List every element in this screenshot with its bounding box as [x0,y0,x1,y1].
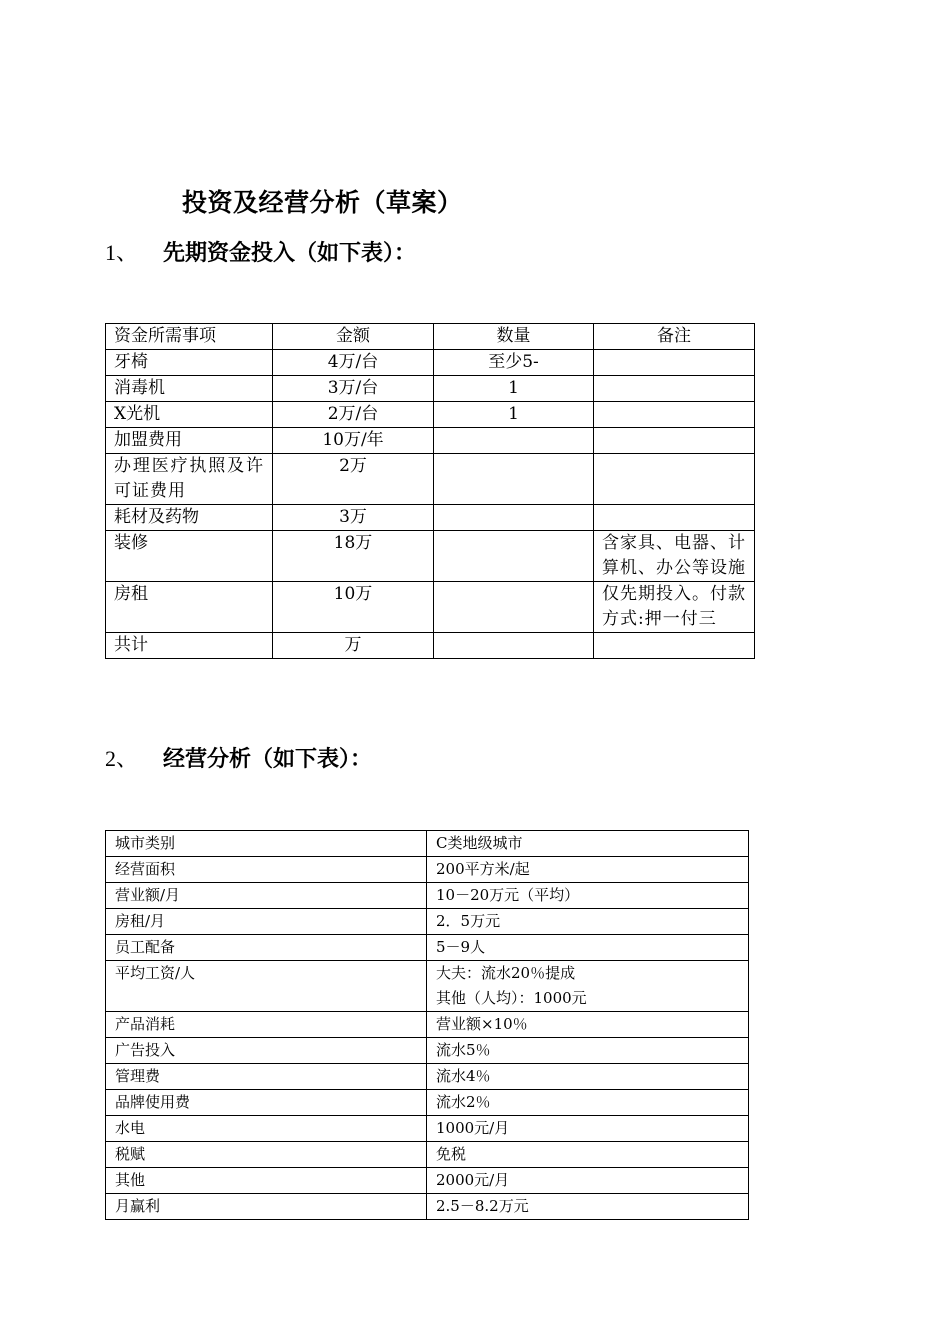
header-qty: 数量 [434,324,594,350]
table-row [106,350,755,376]
table-row [106,935,749,961]
section-1-text: 先期资金投入（如下表）： [163,241,417,266]
table-row [106,1012,749,1038]
cell-value: 流水4％ [427,1064,749,1090]
cell-note [594,505,755,531]
cell-label: 管理费 [106,1064,427,1090]
investment-table [105,323,755,659]
cell-label: 经营面积 [106,857,427,883]
cell-note [594,428,755,454]
cell-amount: 万 [273,633,434,659]
table-row [106,1116,749,1142]
cell-note [594,402,755,428]
cell-note [594,350,755,376]
header-note: 备注 [594,324,755,350]
cell-label: 其他 [106,1168,427,1194]
cell-amount: 4万/台 [273,350,434,376]
cell-label: 品牌使用费 [106,1090,427,1116]
cell-value: 5－9人 [427,935,749,961]
cell-amount: 2万/台 [273,402,434,428]
cell-item: 消毒机 [106,376,273,402]
cell-value: 1000元/月 [427,1116,749,1142]
cell-value: 流水2％ [427,1090,749,1116]
table-row [106,428,755,454]
table-row [106,1194,749,1220]
section-2-heading [105,742,372,773]
cell-value-line-1: 大夫：流水20％提成 [436,964,576,982]
cell-note [594,454,755,505]
table-row [106,1142,749,1168]
cell-note: 含家具、电器、计算机、办公等设施 [594,531,755,582]
section-1-number: 1、 [105,240,139,265]
cell-qty [434,428,594,454]
table-row [106,831,749,857]
cell-value: 流水5％ [427,1038,749,1064]
table-row [106,1168,749,1194]
table-row [106,961,749,1012]
cell-value: 2.5－8.2万元 [427,1194,749,1220]
cell-note [594,376,755,402]
cell-note: 仅先期投入。付款方式:押一付三 [594,582,755,633]
cell-value [427,961,749,1012]
cell-item: X光机 [106,402,273,428]
header-item: 资金所需事项 [106,324,273,350]
cell-amount: 18万 [273,531,434,582]
cell-item: 房租 [106,582,273,633]
operation-table [105,830,749,1220]
cell-value: 10－20万元（平均） [427,883,749,909]
cell-item: 加盟费用 [106,428,273,454]
table-row [106,633,755,659]
cell-label: 平均工资/人 [106,961,427,1012]
cell-item: 耗材及药物 [106,505,273,531]
cell-item: 办理医疗执照及许可证费用 [106,454,273,505]
cell-amount: 3万/台 [273,376,434,402]
table-row [106,454,755,505]
cell-label: 房租/月 [106,909,427,935]
table-row [106,883,749,909]
table-row [106,1064,749,1090]
section-1-heading [105,236,416,267]
cell-qty [434,582,594,633]
table-row [106,505,755,531]
cell-label: 员工配备 [106,935,427,961]
cell-value: 免税 [427,1142,749,1168]
cell-qty [434,633,594,659]
table-row [106,531,755,582]
cell-label: 月赢利 [106,1194,427,1220]
table-header-row [106,324,755,350]
cell-item: 共计 [106,633,273,659]
cell-value-line-2: 其他（人均）：1000元 [436,989,587,1007]
cell-value: 2000元/月 [427,1168,749,1194]
cell-qty: 1 [434,402,594,428]
table-row [106,582,755,633]
cell-value: 营业额×10％ [427,1012,749,1038]
cell-amount: 3万 [273,505,434,531]
cell-label: 水电 [106,1116,427,1142]
cell-amount: 10万/年 [273,428,434,454]
cell-label: 产品消耗 [106,1012,427,1038]
document-title: 投资及经营分析（草案） [182,188,463,217]
section-2-number: 2、 [105,746,139,771]
cell-amount: 2万 [273,454,434,505]
table-row [106,909,749,935]
cell-item: 装修 [106,531,273,582]
cell-label: 广告投入 [106,1038,427,1064]
cell-amount: 10万 [273,582,434,633]
table-row [106,402,755,428]
cell-label: 城市类别 [106,831,427,857]
cell-qty [434,531,594,582]
cell-item: 牙椅 [106,350,273,376]
cell-label: 税赋 [106,1142,427,1168]
cell-qty: 至少5- [434,350,594,376]
table-row [106,857,749,883]
cell-value: 2．5万元 [427,909,749,935]
cell-note [594,633,755,659]
cell-qty: 1 [434,376,594,402]
table-row [106,1090,749,1116]
cell-label: 营业额/月 [106,883,427,909]
table-row [106,1038,749,1064]
section-2-text: 经营分析（如下表）： [163,747,373,772]
cell-qty [434,505,594,531]
header-amount: 金额 [273,324,434,350]
cell-qty [434,454,594,505]
cell-value: C类地级城市 [427,831,749,857]
cell-value: 200平方米/起 [427,857,749,883]
table-row [106,376,755,402]
